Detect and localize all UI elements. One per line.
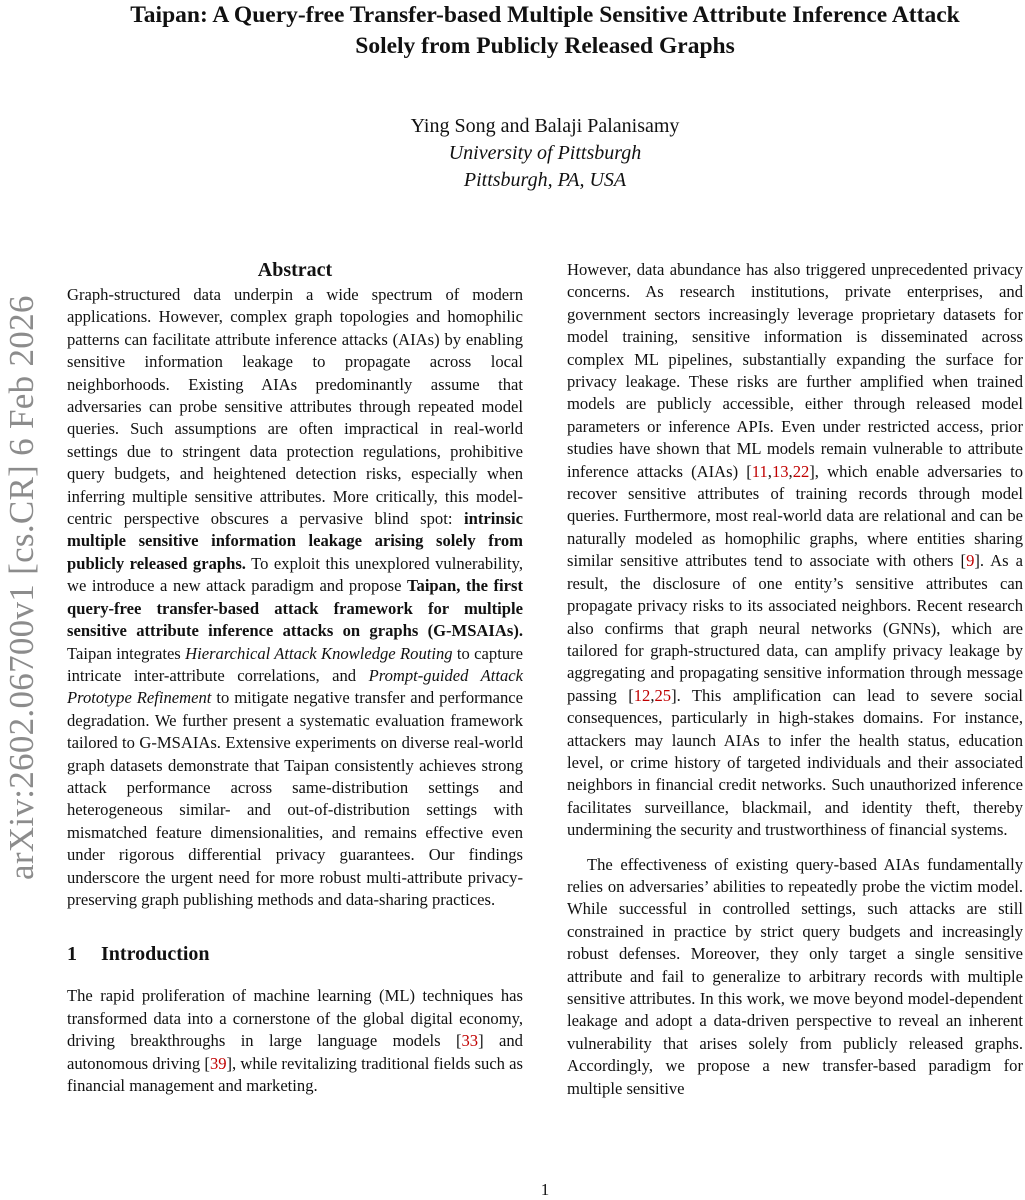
intro-paragraph-1-start: The rapid proliferation of machine learning (ML) techniques has transformed data into a cornerstone of the global digital economy, driving breakthroughs in large language models [33] and autonomous driving [39], while revitalizing traditional fields such as financial management and marketing.: [67, 986, 523, 1095]
abstract-body: Graph-structured data underpin a wide spectrum of modern applications. However, complex graph topologies and homophilic patterns can facilitate attribute inference attacks (AIAs) by enabling sensitive information leakage to propagate across local neighborhoods. Existing AIAs predominantly assume that adversaries can probe sensitive attributes through repeated model queries. Such assumptions are often impractical in real-world settings due to stringent data protection regulations, prohibitive query budgets, and heightened detection risks, especially when inferring multiple sensitive attributes. More critically, this model-centric perspective obscures a pervasive blind spot: intrinsic multiple sensitive information leakage arising solely from publicly released graphs. To exploit this unexplored vulnerability, we introduce a new attack paradigm and propose Taipan, the first query-free transfer-based attack framework for multiple sensitive attribute inference attacks on graphs (G-MSAIAs). Taipan integrates Hierarchical Attack Knowledge Routing to capture intricate inter-attribute correlations, and Prompt-guided Attack Prototype Refinement to mitigate negative transfer and performance degradation. We further present a systematic evaluation framework tailored to G-MSAIAs. Extensive experiments on diverse real-world graph datasets demonstrate that Taipan consistently achieves strong attack performance across same-distribution settings and heterogeneous similar- and out-of-distribution settings with mismatched feature dimensionalities, and remains effective even under rigorous differential privacy guarantees. Our findings underscore the urgent need for more robust multi-attribute privacy-preserving graph publishing methods and data-sharing practices.: [67, 285, 524, 909]
citation-link[interactable]: 13: [771, 461, 789, 481]
arxiv-stamp: arXiv:2602.06700v1 [cs.CR] 6 Feb 2026: [2, 295, 41, 880]
citation-link[interactable]: 11: [751, 461, 768, 481]
intro-paragraph-1-cont: However, data abundance has also triggered unprecedented privacy concerns. As research institutions, private enterprises, and government sectors increasingly leverage proprietary datasets for model training, sensitive information is disseminated across complex ML pipelines, substantially expanding the surface for privacy leakage. These risks are further amplified when trained models are publicly accessible, either through released model parameters or inference APIs. Even under restricted access, prior studies have shown that ML models remain vulnerable to attribute inference attacks (AIAs) [11,13,22], which enable adversaries to recover sensitive attributes of training records through model queries. Furthermore, most real-world data are relational and can be naturally modeled as homophilic graphs, where entities sharing similar sensitive attributes tend to associate with others [9]. As a result, the disclosure of one entity’s sensitive attributes can propagate privacy risks to its associated neighbors. Recent research also confirms that graph neural networks (GNNs), which are tailored for graph-structured data, can amplify privacy leakage by aggregating and propagating sensitive information through message passing [12,25]. This amplification can lead to severe social consequences, particularly in high-stakes domains. For instance, attackers may launch AIAs to infer the health status, education level, or crime history of targeted individuals and their associated neighbors in financial credit networks. Such unauthorized inference facilitates surveillance, blackmail, and identity theft, thereby undermining the security and trustworthiness of financial systems.: [567, 260, 1023, 840]
author-block: [0, 113, 1025, 194]
location: Pittsburgh, PA, USA: [463, 169, 627, 191]
intro-paragraph-2: The effectiveness of existing query-based AIAs fundamentally relies on adversaries’ abilities to repeatedly probe the victim model. While successful in controlled settings, such attacks are still constrained in practice by strict query budgets and increasingly robust defenses. Moreover, they only target a single sensitive attribute and fail to generalize to arbitrary records with multiple sensitive attributes. In this work, we move beyond model-dependent leakage and adopt a data-driven perspective to reveal an inherent vulnerability that arises solely from publicly released graphs. Accordingly, we propose a new transfer-based paradigm for multiple sensitive: [567, 854, 1023, 1098]
title-line-2: Solely from Publicly Released Graphs: [355, 33, 735, 59]
citation-link[interactable]: 12: [633, 685, 651, 705]
author-names: Ying Song and Balaji Palanisamy: [410, 115, 680, 137]
page-number: 1: [540, 1180, 550, 1199]
citation-link[interactable]: 22: [792, 461, 810, 481]
affiliation: University of Pittsburgh: [448, 142, 642, 164]
citation-link[interactable]: 39: [209, 1053, 227, 1073]
right-column: [567, 259, 1023, 1100]
title-line-1: Taipan: A Query-free Transfer-based Multiple Sensitive Attribute Inference Attack: [130, 2, 960, 28]
citation-link[interactable]: 25: [654, 685, 672, 705]
section-heading-introduction: 1 Introduction: [67, 943, 210, 966]
intro-p1-overflow: ], while revitalizing traditional fields such as financial management and marketing.: [67, 1053, 523, 1095]
abstract-heading: Abstract: [257, 259, 333, 281]
citation-link[interactable]: 33: [461, 1031, 479, 1051]
left-column: [67, 257, 523, 1097]
citation-link[interactable]: 9: [966, 551, 975, 571]
paper-title: [40, 0, 1025, 62]
